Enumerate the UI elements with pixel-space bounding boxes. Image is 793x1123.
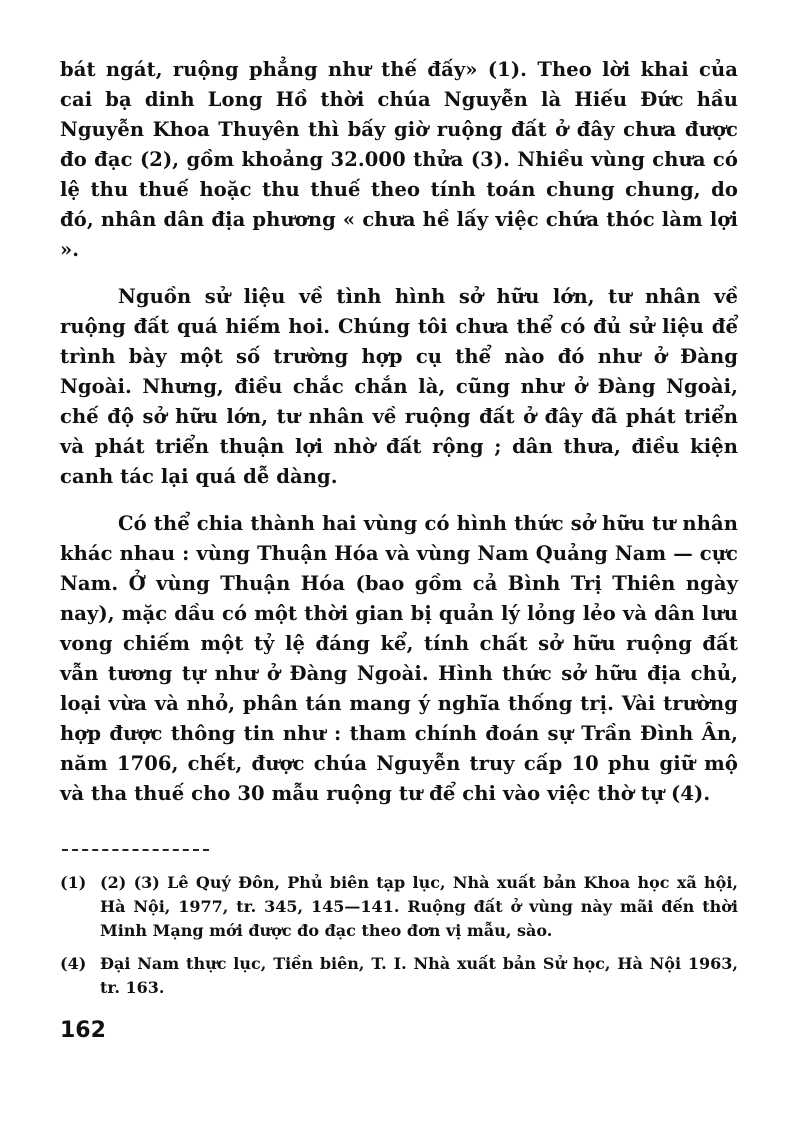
footnote-item — [60, 871, 738, 943]
page-number: 162 — [60, 1018, 106, 1043]
page-body — [60, 55, 738, 1009]
footnote-text: Đại Nam thực lục, Tiền biên, T. I. Nhà xuất bản Sử học, Hà Nội 1963, tr. 163. — [100, 954, 738, 997]
paragraph-2: Nguồn sử liệu về tình hình sở hữu lớn, tư nhân về ruộng đất quá hiếm hoi. Chúng tôi chưa thể có đủ sử liệu để trình bày một số trường hợp cụ thể nào đó như ở Đàng Ngoài. Nhưng, điều chắc chắn là, cũng như ở Đàng Ngoài, chế độ sở hữu lớn, tư nhân về ruộng đất ở đây đã phát triển và phát triển thuận lợi nhờ đất rộng ; dân thưa, điều kiện canh tác lại quá dễ dàng. — [60, 285, 738, 488]
footnote-divider — [62, 849, 209, 851]
footnote-number: (1) — [60, 873, 87, 892]
paragraph-1: bát ngát, ruộng phẳng như thế đấy» (1). Theo lời khai của cai bạ dinh Long Hồ thời chúa Nguyễn là Hiếu Đức hầu Nguyễn Khoa Thuyên thì bấy giờ ruộng đất ở đây chưa được đo đạc (2), gồm khoảng 32.000 thửa (3). Nhiều vùng chưa có lệ thu thuế hoặc thu thuế theo tính toán chung chung, do đó, nhân dân địa phương « chưa hề lấy việc chứa thóc làm lợi ». — [60, 58, 738, 261]
paragraph-3: Có thể chia thành hai vùng có hình thức sở hữu tư nhân khác nhau : vùng Thuận Hóa và vùng Nam Quảng Nam — cực Nam. Ở vùng Thuận Hóa (bao gồm cả Bình Trị Thiên ngày nay), mặc dầu có một thời gian bị quản lý lỏng lẻo và dân lưu vong chiếm một tỷ lệ đáng kể, tính chất sở hữu ruộng đất vẫn tương tự như ở Đàng Ngoài. Hình thức sở hữu địa chủ, loại vừa và nhỏ, phân tán mang ý nghĩa thống trị. Vài trường hợp được thông tin như : tham chính đoán sự Trần Đình Ân, năm 1706, chết, được chúa Nguyễn truy cấp 10 phu giữ mộ và tha thuế cho 30 mẫu ruộng tư để chi vào việc thờ tự (4). — [60, 512, 738, 805]
footnotes — [60, 871, 738, 1000]
footnote-item — [60, 952, 738, 1000]
footnote-number: (4) — [60, 954, 87, 973]
footnote-text: (2) (3) Lê Quý Đôn, Phủ biên tạp lục, Nhà xuất bản Khoa học xã hội, Hà Nội, 1977, tr. 345, 145—141. Ruộng đất ở vùng này mãi đến thời Minh Mạng mới được đo đạc theo đơn vị mẫu, sào. — [100, 873, 738, 940]
